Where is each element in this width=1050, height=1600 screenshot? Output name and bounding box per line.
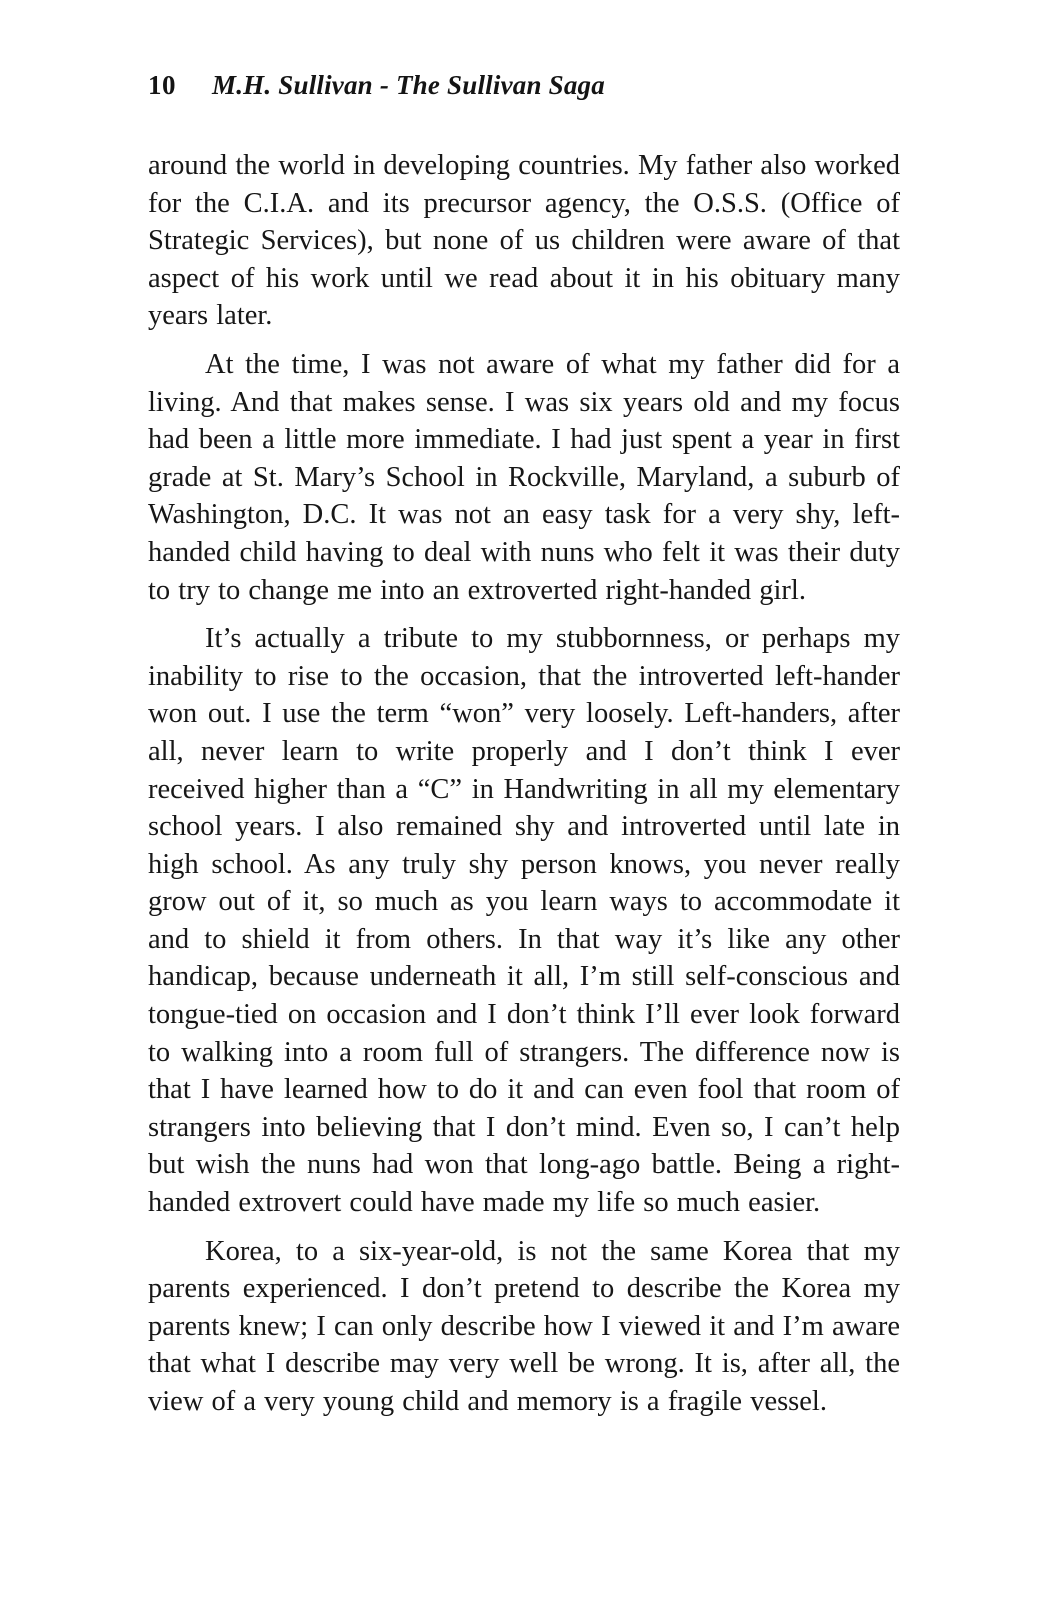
paragraph: At the time, I was not aware of what my father did for a living. And that makes sense. I was six years old and my focus had been a little more immediate. I had just spent a year in first grade at St. Mary’s School in Rockville, Maryland, a suburb of Washington, D.C. It was not an easy task for a very shy, left-handed child having to deal with nuns who felt it was their duty to try to change me into an extroverted right-handed girl. xyxy=(148,348,900,606)
running-header xyxy=(148,70,900,101)
paragraph-continuation: around the world in developing countries. My father also worked for the C.I.A. and its precursor agency, the O.S.S. (Office of Strategic Services), but none of us children were aware of that aspect of his work until we read about it in his obituary many years later. xyxy=(148,150,900,332)
paragraph: It’s actually a tribute to my stubbornness, or perhaps my inability to rise to the occasion, that the introverted left-hander won out. I use the term “won” very loosely. Left-handers, after all, never learn to write properly and I don’t think I ever received higher than a “C” in Handwriting in all my elementary school years. I also remained shy and introverted until late in high school. As any truly shy person knows, you never really grow out of it, so much as you learn ways to accommodate it and to shield it from others. In that way it’s like any other handicap, because underneath it all, I’m still self-conscious and tongue-tied on occasion and I don’t think I’ll ever look forward to walking into a room full of strangers. The difference now is that I have learned how to do it and can even fool that room of strangers into believing that I don’t mind. Even so, I can’t help but wish the nuns had won that long-ago battle. Being a right-handed extrovert could have made my life so much easier. xyxy=(148,623,900,1219)
paragraph: Korea, to a six-year-old, is not the same Korea that my parents experienced. I don’t pretend to describe the Korea my parents knew; I can only describe how I viewed it and I’m aware that what I describe may very well be wrong. It is, after all, the view of a very young child and memory is a fragile vessel. xyxy=(148,1235,900,1417)
page-body xyxy=(148,147,900,1421)
running-title: M.H. Sullivan - The Sullivan Saga xyxy=(212,70,605,100)
page-number: 10 xyxy=(148,70,176,100)
